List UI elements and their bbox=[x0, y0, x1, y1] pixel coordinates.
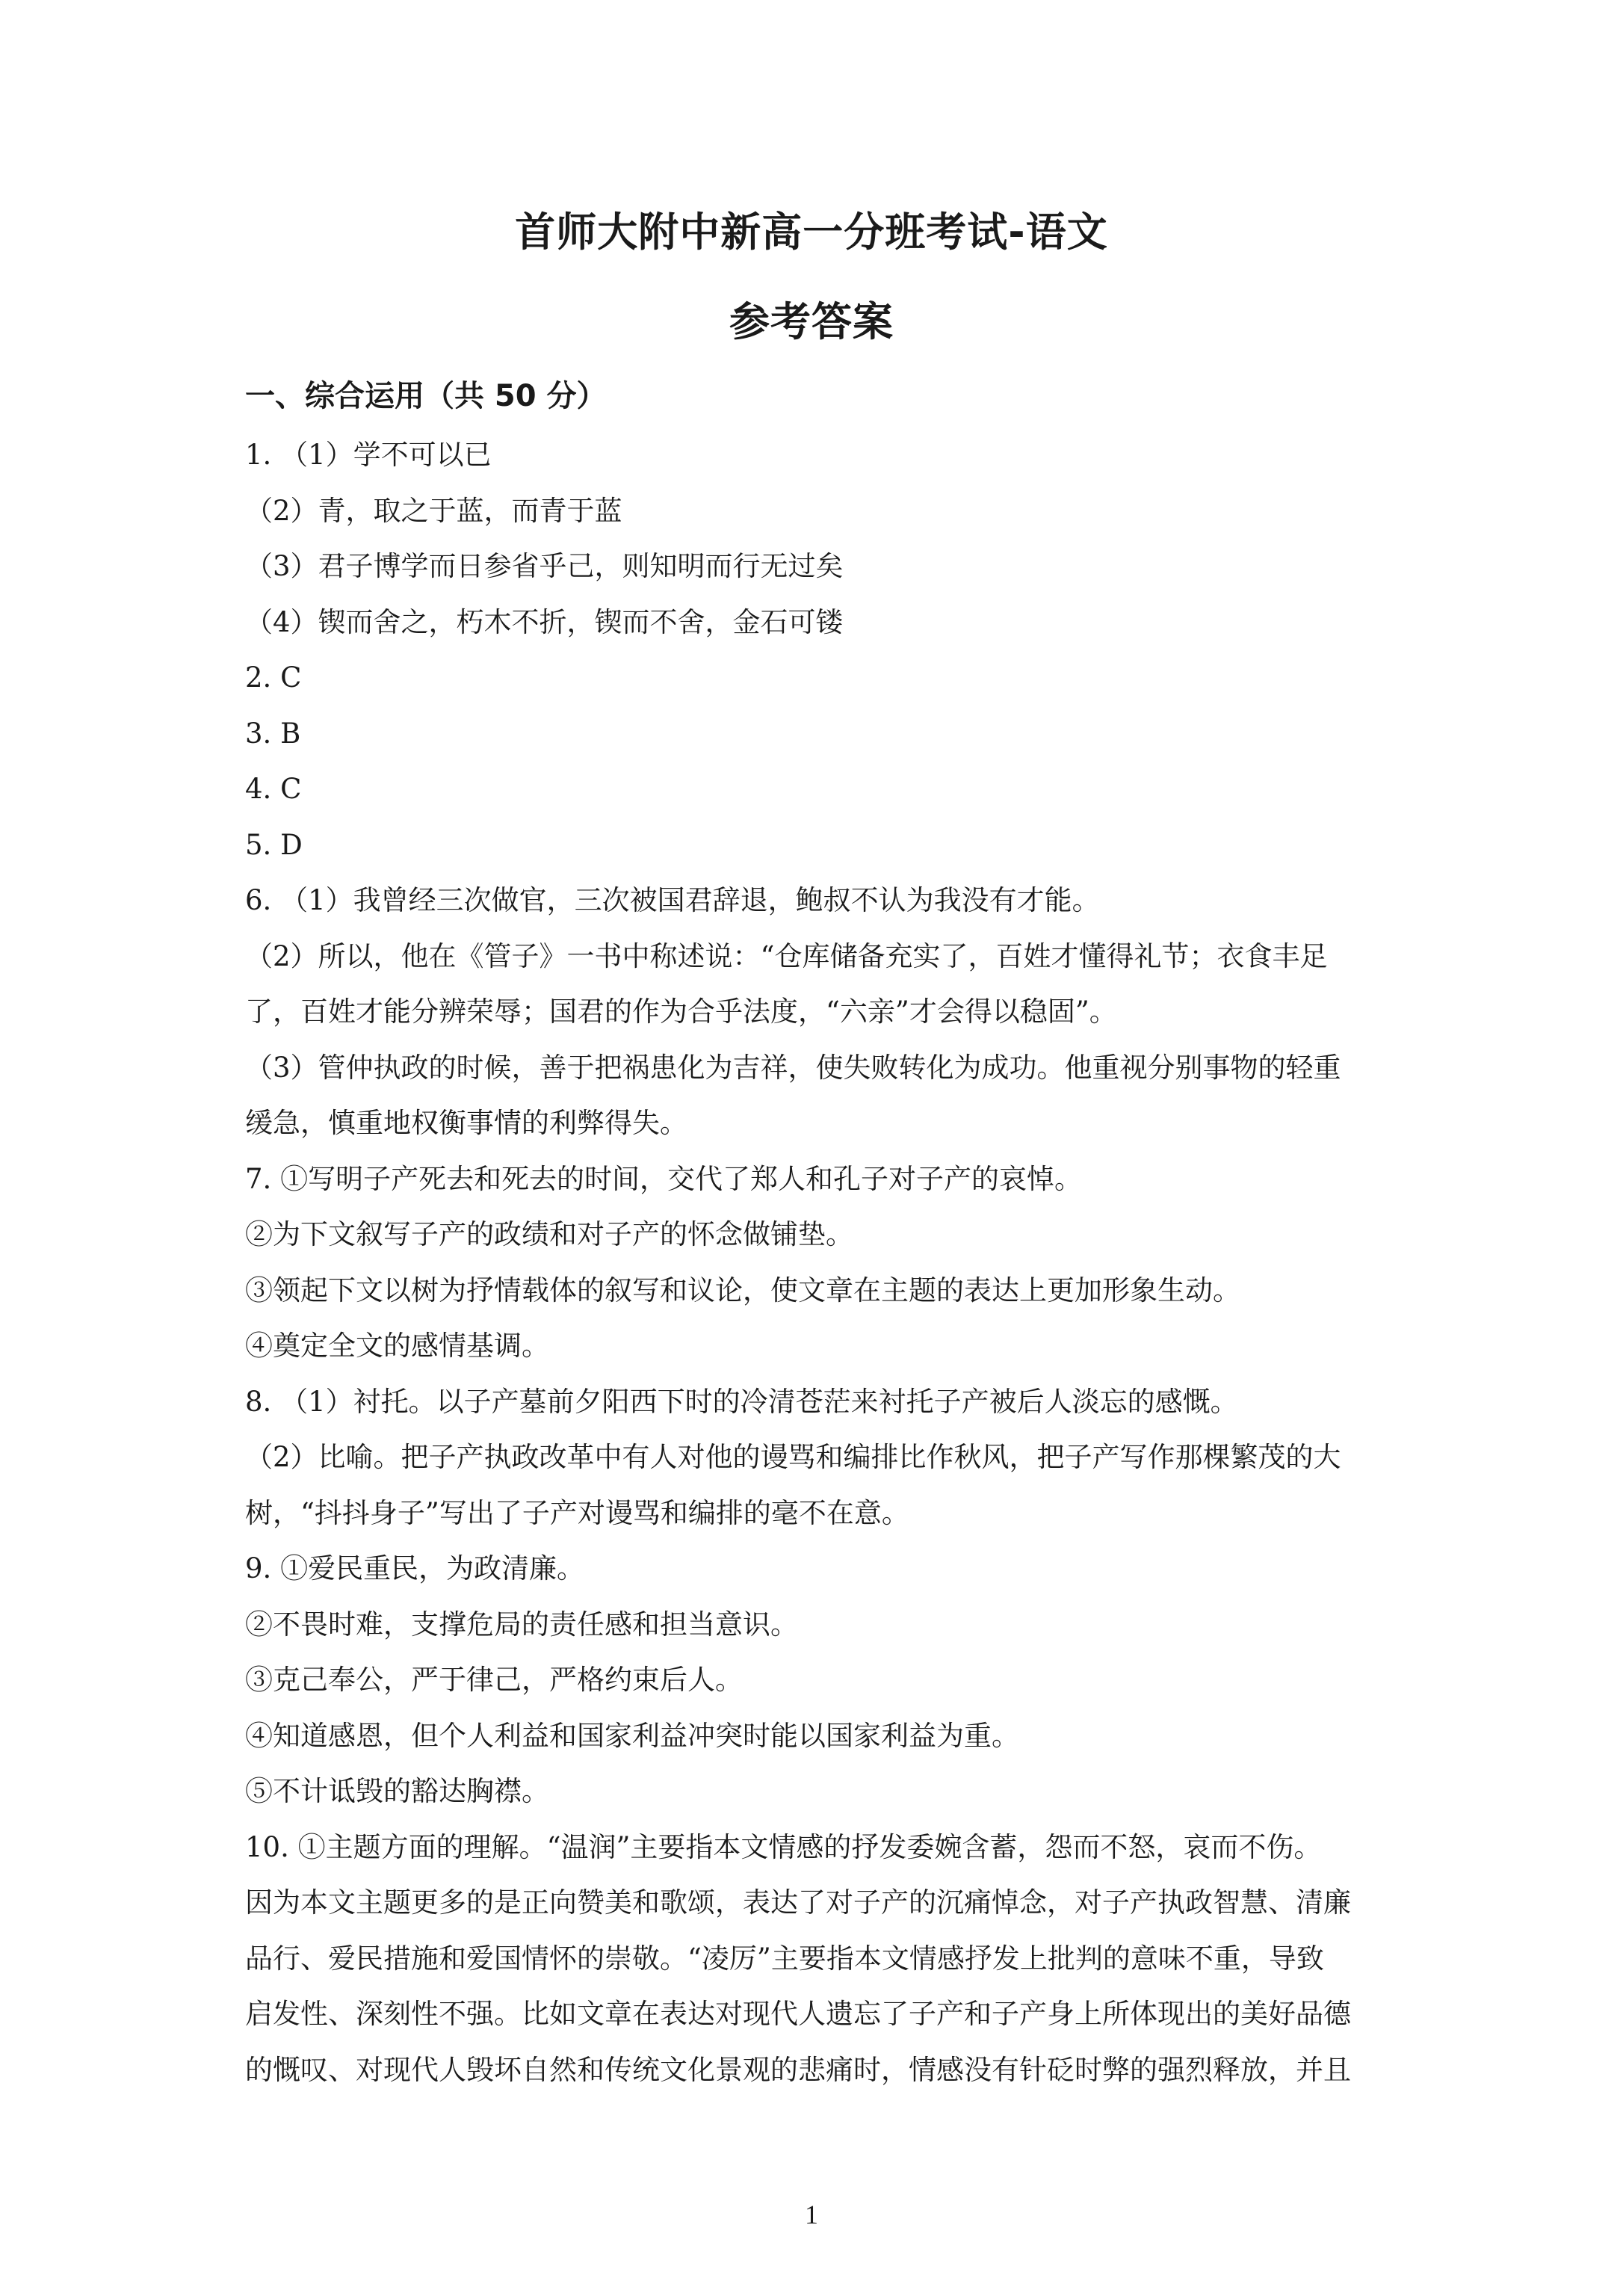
answer-line: （2）比喻。把子产执政改革中有人对他的谩骂和编排比作秋风，把子产写作那棵繁茂的大 bbox=[245, 1441, 1341, 1473]
answer-line: （2）所以，他在《管子》一书中称述说：“仓库储备充实了，百姓才懂得礼节；衣食丰足 bbox=[245, 939, 1328, 972]
answer-line: 8. （1）衬托。以子产墓前夕阳西下时的冷清苍茫来衬托子产被后人淡忘的感慨。 bbox=[245, 1385, 1238, 1418]
document-subtitle: 参考答案 bbox=[729, 298, 894, 345]
answer-body bbox=[245, 428, 1381, 2098]
answer-line: 6. （1）我曾经三次做官，三次被国君辞退，鲍叔不认为我没有才能。 bbox=[245, 884, 1100, 916]
answer-line: ②不畏时难，支撑危局的责任感和担当意识。 bbox=[245, 1608, 798, 1641]
answer-line: （4）锲而舍之，朽木不折，锲而不舍，金石可镂 bbox=[245, 605, 844, 638]
answer-line: 了，百姓才能分辨荣辱；国君的作为合乎法度，“六亲”才会得以稳固”。 bbox=[245, 996, 1117, 1028]
answer-line: 树，“抖抖身子”写出了子产对谩骂和编排的毫不在意。 bbox=[245, 1496, 909, 1529]
document-title: 首师大附中新高一分班考试-语文 bbox=[515, 209, 1108, 256]
answer-line: 因为本文主题更多的是正向赞美和歌颂，表达了对子产的沉痛悼念，对子产执政智慧、清廉 bbox=[245, 1886, 1351, 1919]
answer-line: 启发性、深刻性不强。比如文章在表达对现代人遗忘了子产和子产身上所体现出的美好品德 bbox=[245, 1998, 1351, 2030]
answer-line: ④奠定全文的感情基调。 bbox=[245, 1330, 549, 1362]
answer-line: 4. C bbox=[245, 773, 302, 805]
answer-line: 5. D bbox=[245, 828, 303, 861]
answer-line: ⑤不计诋毁的豁达胸襟。 bbox=[245, 1775, 549, 1807]
answer-line: 缓急，慎重地权衡事情的利弊得失。 bbox=[245, 1107, 687, 1139]
answer-line: （2）青，取之于蓝，而青于蓝 bbox=[245, 494, 622, 527]
answer-line: （3）管仲执政的时候，善于把祸患化为吉祥，使失败转化为成功。他重视分别事物的轻重 bbox=[245, 1051, 1341, 1084]
answer-line: 1. （1）学不可以已 bbox=[245, 439, 492, 471]
answer-line: ③克己奉公，严于律己，严格约束后人。 bbox=[245, 1664, 743, 1696]
section-heading: 一、综合运用（共 50 分） bbox=[245, 379, 607, 413]
answer-line: 3. B bbox=[245, 717, 301, 750]
answer-line: 2. C bbox=[245, 661, 302, 694]
answer-line: ③领起下文以树为抒情载体的叙写和议论，使文章在主题的表达上更加形象生动。 bbox=[245, 1274, 1240, 1306]
answer-line: （3）君子博学而日参省乎己，则知明而行无过矣 bbox=[245, 550, 844, 582]
answer-line: 9. ①爱民重民，为政清廉。 bbox=[245, 1552, 585, 1584]
answer-line: 品行、爱民措施和爱国情怀的崇敬。“凌厉”主要指本文情感抒发上批判的意味不重，导致 bbox=[245, 1942, 1324, 1975]
answer-line: 7. ①写明子产死去和死去的时间，交代了郑人和孔子对子产的哀悼。 bbox=[245, 1162, 1083, 1195]
answer-line: ④知道感恩，但个人利益和国家利益冲突时能以国家利益为重。 bbox=[245, 1719, 1019, 1752]
answer-line: ②为下文叙写子产的政绩和对子产的怀念做铺垫。 bbox=[245, 1218, 853, 1250]
page-number: 1 bbox=[805, 2200, 818, 2229]
answer-line: 的慨叹、对现代人毁坏自然和传统文化景观的悲痛时，情感没有针砭时弊的强烈释放，并且 bbox=[245, 2053, 1351, 2086]
answer-line: 10. ①主题方面的理解。“温润”主要指本文情感的抒发委婉含蓄，怨而不怒，哀而不伤。 bbox=[245, 1830, 1322, 1863]
